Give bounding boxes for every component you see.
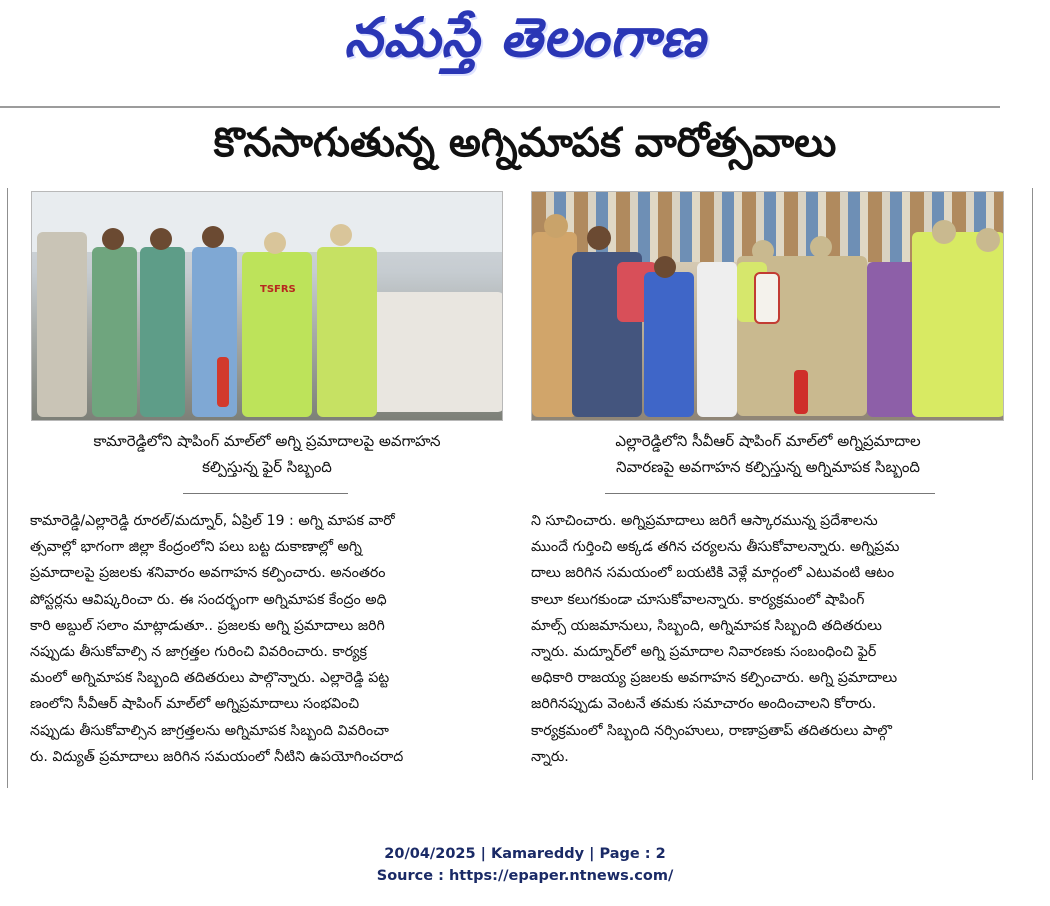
photo-right (531, 191, 1004, 421)
photo-right-head (810, 236, 832, 258)
photo-left-head (202, 226, 224, 248)
footer-date-edition: 20/04/2025 | Kamareddy | Page : 2 (384, 846, 666, 862)
article-line: రు. విద్యుత్ ప్రమాదాలు జరిగిన సమయంలో నీటిని ఉపయోగించరాద (30, 748, 404, 765)
photo-left (31, 191, 503, 421)
left-border-rule (7, 188, 8, 788)
article-line: న్నారు. (531, 748, 569, 765)
caption-line: కామారెడ్డిలోని షాపింగ్ మాల్‌లో అగ్ని ప్రమాదాలపై అవగాహన (93, 432, 441, 450)
photo-right-head (544, 214, 568, 238)
photo-left-fire-officer (317, 247, 377, 417)
article-line: ప్రమాదాలపై ప్రజలకు శనివారం అవగాహన కల్పించారు. అనంతరం (30, 565, 386, 582)
photo-right-poster (754, 272, 780, 324)
article-line: జరిగినప్పుడు వెంటనే తమకు సమాచారం అందించాలని కోరారు. (531, 696, 877, 713)
article-line: త్సవాల్లో భాగంగా జిల్లా కేంద్రంలోని పలు బట్ట దుకాణాల్లో అగ్ని (30, 539, 362, 556)
photo-left-sacks (362, 292, 503, 412)
article-headline: కొనసాగుతున్న అగ్నిమాపక వారోత్సవాలు (213, 120, 837, 166)
article-line: పోస్టర్లను ఆవిష్కరించా రు. ఈ సందర్భంగా అగ్నిమాపక కేంద్రం అధి (30, 591, 387, 608)
article-line: నప్పుడు తీసుకోవాల్సి న జాగ్రత్తల గురించి వివరించారు. కార్యక్ర (30, 643, 367, 660)
photo-left-fire-officer (242, 252, 312, 417)
right-border-rule (1032, 188, 1033, 780)
article-line: దాలు జరిగిన సమయంలో బయటికి వెళ్లే మార్గంలో ఎటువంటి ఆటం (531, 565, 895, 582)
article-line: కాలూ కలుగకుండా చూసుకోవాలన్నారు. కార్యక్రమంలో షాపింగ్ (531, 591, 865, 608)
article-line: నప్పుడు తీసుకోవాల్సిన జాగ్రత్తలను అగ్నిమాపక సిబ్బంది వివరించా (30, 722, 389, 739)
article-line: మాల్స్ యజమానులు, సిబ్బంది, అగ్నిమాపక సిబ్బంది తదితరులు (531, 617, 882, 634)
caption-rule (183, 493, 348, 494)
footer-source-link[interactable]: Source : https://epaper.ntnews.com/ (376, 868, 674, 884)
article-column-left (30, 508, 510, 770)
masthead-divider (0, 106, 1000, 108)
caption-rule (605, 493, 935, 494)
article-line: కామారెడ్డి/ఎల్లారెడ్డి రూరల్/మద్నూర్, ఏప్రిల్ 19 : అగ్ని మాపక వారో (30, 513, 395, 529)
photo-right-caption (531, 428, 1005, 480)
photo-right-person (644, 272, 694, 417)
article-line: అధికారి రాజయ్య ప్రజలకు అవగాహన కల్పించారు. అగ్ని ప్రమాదాలు (531, 670, 898, 687)
photo-left-person (92, 247, 137, 417)
caption-line: నివారణపై అవగాహన కల్పిస్తున్న అగ్నిమాపక సిబ్బంది (615, 458, 921, 476)
fire-extinguisher-icon (794, 370, 808, 414)
photo-right-head (587, 226, 611, 250)
article-line: ముందే గుర్తించి అక్కడ తగిన చర్యలను తీసుకోవాలన్నారు. అగ్నిప్రమ (531, 539, 900, 556)
photo-left-jacket-text: TSFRS (260, 284, 296, 295)
photo-left-head (102, 228, 124, 250)
photo-right-fire-officer (912, 232, 1004, 417)
article-line: న్నారు. మద్నూర్‌లో అగ్ని ప్రమాదాల నివారణకు సంబంధించి ఫైర్ (531, 643, 877, 660)
article-line: కారి అబ్దుల్ సలాం మాట్లాడుతూ.. ప్రజలకు అగ్ని ప్రమాదాలు జరిగి (30, 617, 385, 634)
photo-left-head (264, 232, 286, 254)
photo-right-person (532, 232, 577, 417)
article-line: ని సూచించారు. అగ్నిప్రమాదాలు జరిగే ఆస్కారమున్న ప్రదేశాలను (531, 513, 878, 529)
masthead-logo: నమస్తే తెలంగాణ (344, 6, 706, 69)
fire-extinguisher-icon (217, 357, 229, 407)
photo-left-head (330, 224, 352, 246)
photo-left-person (192, 247, 237, 417)
photo-left-head (150, 228, 172, 250)
photo-right-person (697, 262, 737, 417)
caption-line: ఎల్లారెడ్డిలోని సీవీఆర్ షాపింగ్ మాల్‌లో అగ్నిప్రమాదాల (615, 432, 921, 450)
photo-right-head (976, 228, 1000, 252)
photo-left-caption (30, 428, 504, 480)
photo-right-head (752, 240, 774, 262)
photo-right-head (654, 256, 676, 278)
article-line: కార్యక్రమంలో సిబ్బంది నర్సింహులు, రాణాప్రతాప్ తదితరులు పాల్గొ (531, 722, 892, 739)
photo-right-head (932, 220, 956, 244)
masthead (0, 0, 1050, 80)
article-column-right (531, 508, 1011, 770)
article-line: ణంలోని సీవీఆర్ షాపింగ్ మాల్‌లో అగ్నిప్రమాదాలు సంభవించి (30, 696, 360, 713)
photo-left-person (37, 232, 87, 417)
caption-line: కల్పిస్తున్న ఫైర్ సిబ్బంది (202, 458, 332, 476)
photo-left-person (140, 247, 185, 417)
article-line: మంలో అగ్నిమాపక సిబ్బంది తదితరులు పాల్గొన్నారు. ఎల్లారెడ్డి పట్ట (30, 670, 390, 687)
